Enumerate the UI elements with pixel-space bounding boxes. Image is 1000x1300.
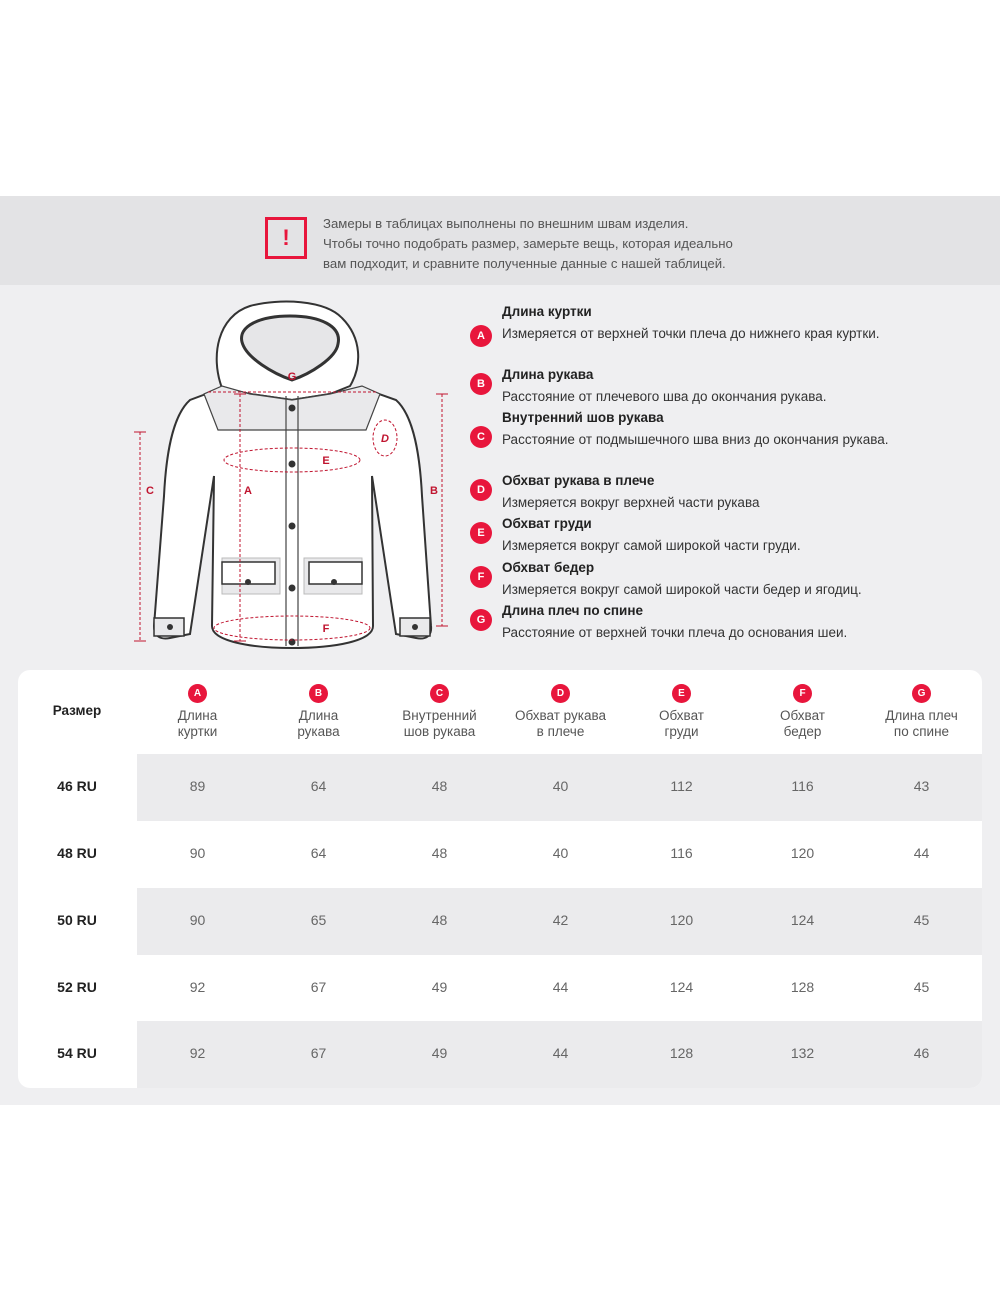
- value-cell: 89: [189, 778, 206, 794]
- value-cell: 67: [310, 1045, 327, 1061]
- button-1: [289, 405, 296, 412]
- value-cell: 90: [189, 912, 206, 928]
- value-cell: 65: [310, 912, 327, 928]
- notice-line: вам подходит, и сравните полученные данные с нашей таблицей.: [323, 256, 726, 271]
- value-cell: 112: [670, 778, 693, 794]
- badge-b: B: [470, 373, 492, 395]
- size-cell: 46 RU: [57, 778, 97, 794]
- legend-desc: Измеряется вокруг самой широкой части груди.: [502, 538, 801, 553]
- value-cell: 40: [552, 845, 569, 861]
- column-label-line1: Длина: [177, 708, 218, 723]
- legend-title: Внутренний шов рукава: [502, 410, 664, 425]
- diagram-label-g: G: [287, 371, 297, 383]
- table-header: [18, 670, 982, 754]
- badge-f: F: [793, 684, 812, 703]
- column-label-line2: бедер: [783, 724, 822, 739]
- column-label-line1: Обхват: [780, 708, 825, 723]
- diagram-label-d: D: [381, 433, 389, 445]
- size-table: [18, 670, 982, 1088]
- value-cell: 124: [790, 912, 815, 928]
- size-cell: 52 RU: [57, 979, 97, 995]
- legend-desc: Расстояние от плечевого шва до окончания рукава.: [502, 389, 827, 404]
- column-header-d: [500, 684, 621, 740]
- button-3: [289, 523, 296, 530]
- value-cell: 92: [189, 979, 206, 995]
- value-cell: 120: [669, 912, 694, 928]
- column-header-f: [742, 684, 863, 740]
- diagram-label-c: C: [146, 485, 154, 497]
- badge-g: G: [912, 684, 931, 703]
- table-row: [18, 1021, 982, 1088]
- diagram-label-e: E: [322, 455, 330, 467]
- legend-title: Обхват рукава в плече: [502, 473, 655, 488]
- value-cell: 48: [431, 778, 448, 794]
- legend-title: Длина куртки: [502, 304, 592, 319]
- badge-c: C: [470, 426, 492, 448]
- legend-desc: Расстояние от верхней точки плеча до основания шеи.: [502, 625, 848, 640]
- column-header-g: [861, 684, 982, 740]
- column-header-a: [137, 684, 258, 740]
- badge-b: B: [309, 684, 328, 703]
- value-cell: 132: [790, 1045, 815, 1061]
- value-cell: 48: [431, 912, 448, 928]
- value-cell: 40: [552, 778, 569, 794]
- value-cell: 44: [552, 1045, 569, 1061]
- value-cell: 90: [189, 845, 206, 861]
- value-cell: 116: [670, 845, 693, 861]
- table-row: [18, 888, 982, 955]
- badge-d: D: [470, 479, 492, 501]
- value-cell: 48: [431, 845, 448, 861]
- column-label-line1: Длина: [298, 708, 339, 723]
- diagram-label-a: A: [244, 485, 252, 497]
- value-cell: 92: [189, 1045, 206, 1061]
- size-cell: 48 RU: [57, 845, 97, 861]
- diagram-label-f: F: [322, 623, 330, 635]
- table-row: [18, 754, 982, 821]
- button-4: [289, 585, 296, 592]
- badge-c: C: [430, 684, 449, 703]
- column-label-line2: шов рукава: [403, 724, 476, 739]
- jacket-diagram: [130, 296, 460, 661]
- size-cell: 54 RU: [57, 1045, 97, 1061]
- badge-e: E: [672, 684, 691, 703]
- legend-desc: Расстояние от подмышечного шва вниз до окончания рукава.: [502, 432, 889, 447]
- legend-title: Обхват бедер: [502, 560, 595, 575]
- legend-desc: Измеряется вокруг верхней части рукава: [502, 495, 760, 510]
- column-label-line1: Длина плеч: [885, 708, 958, 723]
- column-label-line2: рукава: [297, 724, 340, 739]
- column-header-c: [379, 684, 500, 740]
- column-label-line2: куртки: [177, 724, 218, 739]
- value-cell: 49: [431, 979, 448, 995]
- value-cell: 116: [791, 778, 814, 794]
- badge-d: D: [551, 684, 570, 703]
- legend-title: Обхват груди: [502, 516, 592, 531]
- value-cell: 124: [669, 979, 694, 995]
- notice-line: Чтобы точно подобрать размер, замерьте вещь, которая идеально: [323, 236, 733, 251]
- legend-title: Длина рукава: [502, 367, 594, 382]
- column-header-e: [621, 684, 742, 740]
- button-2: [289, 461, 296, 468]
- notice-text: [323, 214, 763, 274]
- value-cell: 128: [669, 1045, 694, 1061]
- diagram-label-b: B: [430, 485, 438, 497]
- badge-a: A: [188, 684, 207, 703]
- column-label-line1: Обхват: [659, 708, 704, 723]
- value-cell: 64: [310, 845, 327, 861]
- legend-title: Длина плеч по спине: [502, 603, 643, 618]
- badge-g: G: [470, 609, 492, 631]
- legend-desc: Измеряется от верхней точки плеча до нижнего края куртки.: [502, 326, 880, 341]
- value-cell: 42: [552, 912, 569, 928]
- value-cell: 44: [913, 845, 930, 861]
- column-label-line1: Обхват рукава: [514, 708, 607, 723]
- column-header-b: [258, 684, 379, 740]
- value-cell: 120: [790, 845, 815, 861]
- exclamation-icon: !: [265, 217, 307, 259]
- value-cell: 43: [913, 778, 930, 794]
- size-column-header: Размер: [52, 703, 102, 718]
- notice-line: Замеры в таблицах выполнены по внешним швам изделия.: [323, 216, 689, 231]
- size-cell: 50 RU: [57, 912, 97, 928]
- badge-e: E: [470, 522, 492, 544]
- table-row: [18, 821, 982, 888]
- value-cell: 45: [913, 979, 930, 995]
- column-label-line2: груди: [664, 724, 699, 739]
- value-cell: 49: [431, 1045, 448, 1061]
- column-label-line2: в плече: [536, 724, 585, 739]
- jacket-illustration: [130, 296, 460, 661]
- value-cell: 45: [913, 912, 930, 928]
- value-cell: 128: [790, 979, 815, 995]
- legend-desc: Измеряется вокруг самой широкой части бедер и ягодиц.: [502, 582, 862, 597]
- badge-f: F: [470, 566, 492, 588]
- column-label-line1: Внутренний: [402, 708, 477, 723]
- value-cell: 67: [310, 979, 327, 995]
- column-label-line2: по спине: [893, 724, 950, 739]
- value-cell: 44: [552, 979, 569, 995]
- table-row: [18, 955, 982, 1022]
- badge-a: A: [470, 325, 492, 347]
- value-cell: 64: [310, 778, 327, 794]
- value-cell: 46: [913, 1045, 930, 1061]
